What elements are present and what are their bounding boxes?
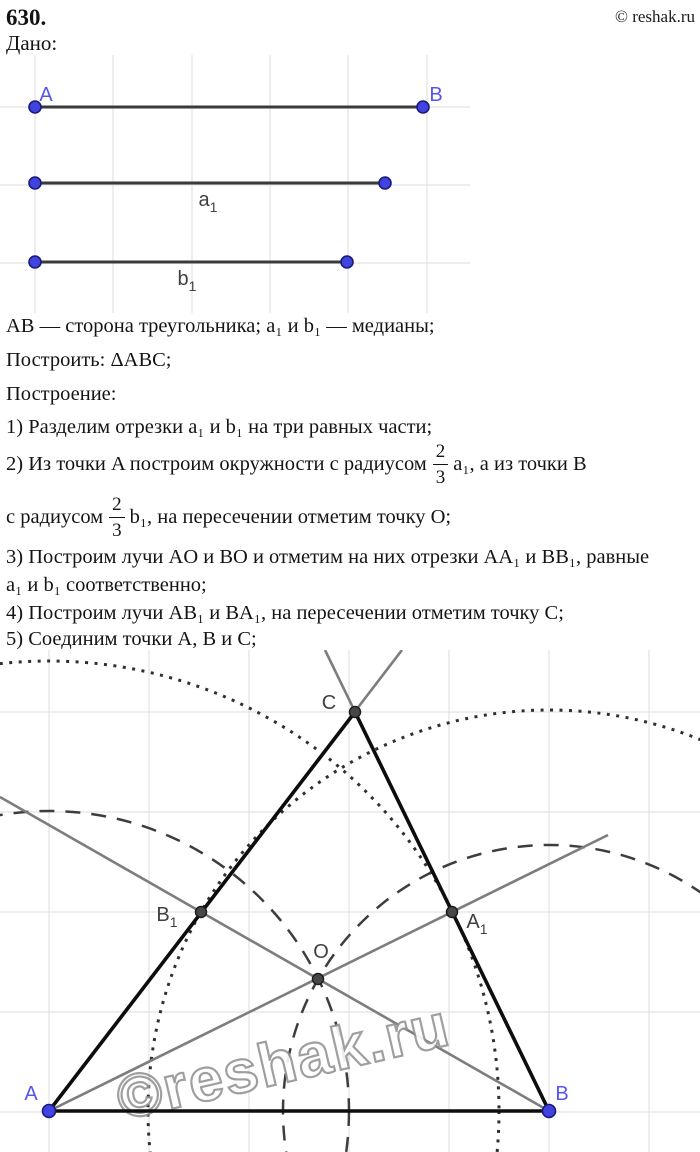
fraction-two-thirds — [109, 495, 125, 540]
point-label-A: A — [39, 84, 53, 106]
fraction-numerator: 2 — [109, 495, 125, 518]
point-label-B1: $B_1$ — [156, 904, 178, 930]
fraction-denominator: 3 — [435, 466, 446, 488]
point-b1-right — [341, 256, 353, 268]
fraction-numerator: 2 — [433, 442, 449, 465]
point-B1 — [196, 907, 207, 918]
text-run: 2) Из точки A построим окружности с радиусом — [6, 452, 427, 475]
point-label-O: O — [313, 941, 329, 963]
point-B — [543, 1105, 556, 1118]
construction-step-1: 1) Разделим отрезки a₁ и b₁ на три равных части; — [6, 416, 433, 438]
point-label-b1: $b_1$ — [177, 268, 197, 294]
point-label-B: B — [429, 84, 443, 106]
point-label-a1: $a_1$ — [198, 189, 218, 215]
point-A — [43, 1105, 56, 1118]
text-run: с радиусом — [6, 505, 104, 528]
statement-construct: Построить: ΔABC; — [6, 349, 172, 371]
construction-figure — [0, 650, 700, 1152]
text-run: a₁, а из точки B — [453, 452, 587, 475]
watermark-text: ©reshak.ru — [110, 990, 457, 1133]
point-b1-left — [29, 256, 41, 268]
point-label-A: A — [24, 1083, 38, 1105]
statement-given: AB — сторона треугольника; a₁ и b₁ — медианы; — [6, 315, 435, 337]
point-a1-left — [29, 177, 41, 189]
point-O — [313, 974, 324, 985]
problem-number: 630. — [6, 5, 47, 30]
construction-step-2 — [6, 437, 698, 491]
construction-step-2-continued — [6, 490, 698, 544]
construction-step-4: 4) Построим лучи AB₁ и BA₁, на пересечении отметим точку C; — [6, 602, 564, 624]
copyright-notice: © reshak.ru — [615, 7, 695, 26]
point-A1 — [447, 907, 458, 918]
construction-heading: Построение: — [6, 383, 117, 405]
construction-step-3-continued: a₁ и b₁ соответственно; — [6, 574, 207, 596]
point-B — [417, 101, 429, 113]
given-segments-figure — [0, 55, 470, 313]
point-C — [350, 707, 361, 718]
given-label: Дано: — [6, 31, 58, 55]
point-a1-right — [379, 177, 391, 189]
fraction-two-thirds — [433, 442, 449, 487]
construction-step-3: 3) Построим лучи AO и BO и отметим на них отрезки AA₁ и BB₁, равные — [6, 546, 650, 568]
point-label-C: C — [321, 692, 337, 714]
point-label-A1: $A_1$ — [466, 911, 488, 937]
fraction-denominator: 3 — [112, 519, 122, 541]
text-run: b₁, на пересечении отметим точку O; — [129, 505, 452, 528]
point-label-B: B — [555, 1083, 569, 1105]
dashed-construction-circle — [283, 845, 700, 1152]
construction-step-5: 5) Соединим точки A, B и C; — [6, 628, 257, 650]
